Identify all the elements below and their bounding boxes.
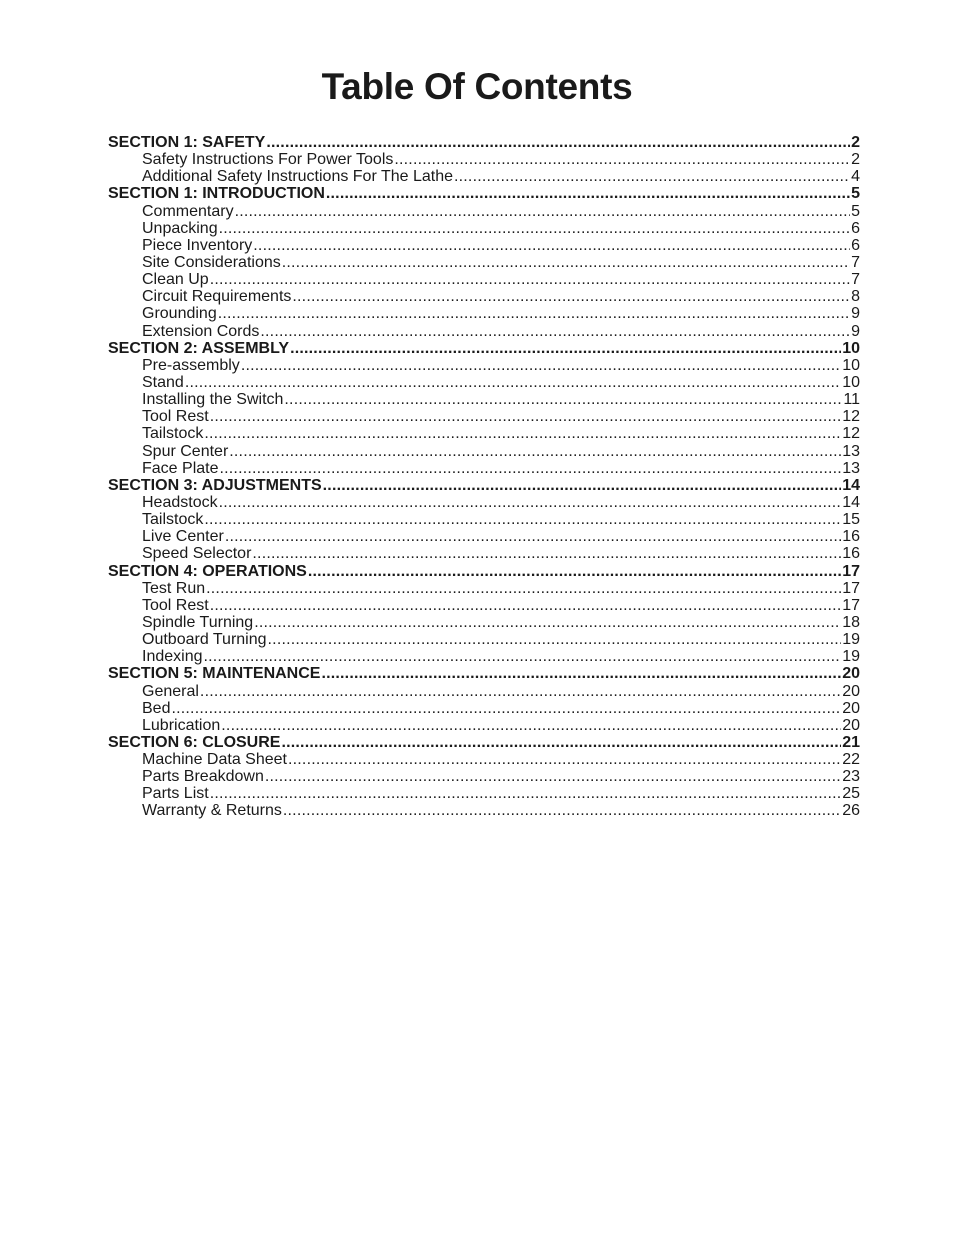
toc-entry-page-number: 12 <box>842 408 860 426</box>
toc-dot-leader <box>235 203 851 220</box>
toc-entry-label: Piece Inventory <box>142 236 253 254</box>
toc-dot-leader <box>200 683 841 700</box>
toc-entry-page-number: 23 <box>842 768 860 786</box>
toc-entry-label: SECTION 1: INTRODUCTION <box>108 185 325 203</box>
toc-subsection-entry[interactable] <box>108 254 860 271</box>
toc-entry-label: SECTION 3: ADJUSTMENTS <box>108 476 322 494</box>
toc-dot-leader <box>219 460 841 477</box>
toc-entry-page-number: 13 <box>842 442 860 460</box>
toc-subsection-entry[interactable] <box>108 597 860 614</box>
toc-entry-label: Safety Instructions For Power Tools <box>142 151 394 169</box>
toc-entry-page-number: 15 <box>842 511 860 529</box>
toc-dot-leader <box>260 323 850 340</box>
toc-entry-label: Installing the Switch <box>142 391 284 409</box>
toc-entry-label: Pre-assembly <box>142 356 240 374</box>
toc-dot-leader <box>185 374 841 391</box>
toc-dot-leader <box>229 443 841 460</box>
toc-section-entry[interactable] <box>108 477 860 494</box>
toc-dot-leader <box>210 785 842 802</box>
toc-entry-label: Speed Selector <box>142 545 252 563</box>
toc-entry-page-number: 20 <box>842 716 860 734</box>
toc-entry-page-number: 10 <box>842 339 860 357</box>
toc-entry-label: Tailstock <box>142 511 204 529</box>
toc-entry-label: General <box>142 682 199 700</box>
toc-entry-page-number: 12 <box>842 425 860 443</box>
toc-entry-page-number: 20 <box>842 665 860 683</box>
toc-dot-leader <box>394 151 850 168</box>
toc-entry-label: Spindle Turning <box>142 613 254 631</box>
toc-subsection-entry[interactable] <box>108 151 860 168</box>
toc-subsection-entry[interactable] <box>108 323 860 340</box>
toc-entry-page-number: 9 <box>851 322 860 340</box>
toc-subsection-entry[interactable] <box>108 203 860 220</box>
toc-subsection-entry[interactable] <box>108 425 860 442</box>
toc-subsection-entry[interactable] <box>108 168 860 185</box>
toc-dot-leader <box>204 425 841 442</box>
toc-dot-leader <box>252 545 841 562</box>
toc-entry-page-number: 9 <box>851 305 860 323</box>
toc-subsection-entry[interactable] <box>108 391 860 408</box>
toc-entry-label: Machine Data Sheet <box>142 751 287 769</box>
toc-entry-page-number: 2 <box>851 151 860 169</box>
toc-dot-leader <box>268 631 842 648</box>
toc-dot-leader <box>171 700 841 717</box>
toc-dot-leader <box>290 340 841 357</box>
toc-entry-label: Extension Cords <box>142 322 260 340</box>
toc-entry-page-number: 13 <box>842 459 860 477</box>
toc-dot-leader <box>219 494 842 511</box>
toc-subsection-entry[interactable] <box>108 494 860 511</box>
toc-section-entry[interactable] <box>108 734 860 751</box>
toc-dot-leader <box>282 254 850 271</box>
toc-subsection-entry[interactable] <box>108 545 860 562</box>
toc-entry-page-number: 5 <box>851 202 860 220</box>
toc-entry-label: Stand <box>142 373 184 391</box>
toc-section-entry[interactable] <box>108 340 860 357</box>
toc-entry-page-number: 14 <box>842 493 860 511</box>
toc-entry-page-number: 26 <box>842 802 860 820</box>
toc-section-entry[interactable] <box>108 134 860 151</box>
toc-entry-label: Tailstock <box>142 425 204 443</box>
toc-subsection-entry[interactable] <box>108 408 860 425</box>
toc-subsection-entry[interactable] <box>108 460 860 477</box>
toc-entry-page-number: 10 <box>842 356 860 374</box>
toc-entry-label: Site Considerations <box>142 253 281 271</box>
toc-entry-page-number: 7 <box>851 271 860 289</box>
toc-dot-leader <box>219 220 850 237</box>
toc-dot-leader <box>221 717 841 734</box>
toc-entry-label: SECTION 5: MAINTENANCE <box>108 665 321 683</box>
toc-dot-leader <box>204 511 841 528</box>
toc-subsection-entry[interactable] <box>108 443 860 460</box>
toc-entry-label: Outboard Turning <box>142 631 267 649</box>
toc-entry-page-number: 8 <box>851 288 860 306</box>
toc-entry-label: Commentary <box>142 202 234 220</box>
toc-dot-leader <box>206 580 841 597</box>
toc-entry-label: SECTION 4: OPERATIONS <box>108 562 307 580</box>
toc-entry-page-number: 16 <box>842 545 860 563</box>
toc-subsection-entry[interactable] <box>108 220 860 237</box>
toc-dot-leader <box>326 185 850 202</box>
toc-entry-label: Face Plate <box>142 459 219 477</box>
toc-section-entry[interactable] <box>108 185 860 202</box>
toc-entry-page-number: 25 <box>842 785 860 803</box>
toc-dot-leader <box>210 271 850 288</box>
toc-entry-label: Grounding <box>142 305 217 323</box>
toc-subsection-entry[interactable] <box>108 237 860 254</box>
toc-entry-label: SECTION 2: ASSEMBLY <box>108 339 290 357</box>
page-title: Table Of Contents <box>321 66 633 107</box>
toc-dot-leader <box>266 134 850 151</box>
toc-dot-leader <box>283 802 841 819</box>
toc-dot-leader <box>254 614 841 631</box>
toc-dot-leader <box>292 288 850 305</box>
toc-subsection-entry[interactable] <box>108 528 860 545</box>
toc-entry-label: Circuit Requirements <box>142 288 292 306</box>
toc-entry-page-number: 14 <box>842 476 860 494</box>
toc-entry-label: Lubrication <box>142 716 221 734</box>
toc-entry-label: Indexing <box>142 648 203 666</box>
toc-subsection-entry[interactable] <box>108 751 860 768</box>
toc-subsection-entry[interactable] <box>108 785 860 802</box>
toc-entry-page-number: 20 <box>842 699 860 717</box>
toc-entry-label: Parts List <box>142 785 209 803</box>
toc-entry-label: Bed <box>142 699 171 717</box>
toc-dot-leader <box>284 391 842 408</box>
toc-entry-page-number: 6 <box>851 219 860 237</box>
toc-subsection-entry[interactable] <box>108 305 860 322</box>
toc-dot-leader <box>323 477 842 494</box>
toc-entry-label: Tool Rest <box>142 408 209 426</box>
toc-entry-label: Headstock <box>142 493 218 511</box>
toc-dot-leader <box>210 408 842 425</box>
toc-dot-leader <box>204 648 842 665</box>
toc-subsection-entry[interactable] <box>108 648 860 665</box>
toc-subsection-entry[interactable] <box>108 717 860 734</box>
toc-entry-page-number: 17 <box>842 562 860 580</box>
toc-dot-leader <box>308 563 841 580</box>
toc-entry-page-number: 20 <box>842 682 860 700</box>
toc-entry-page-number: 17 <box>842 596 860 614</box>
toc-entry-page-number: 22 <box>842 751 860 769</box>
toc-entry-page-number: 17 <box>842 579 860 597</box>
toc-subsection-entry[interactable] <box>108 683 860 700</box>
toc-subsection-entry[interactable] <box>108 631 860 648</box>
toc-dot-leader <box>454 168 850 185</box>
toc-entry-page-number: 19 <box>842 648 860 666</box>
toc-entry-page-number: 16 <box>842 528 860 546</box>
toc-subsection-entry[interactable] <box>108 374 860 391</box>
toc-entry-label: Live Center <box>142 528 224 546</box>
toc-subsection-entry[interactable] <box>108 580 860 597</box>
toc-subsection-entry[interactable] <box>108 357 860 374</box>
toc-entry-page-number: 18 <box>842 613 860 631</box>
toc-entry-page-number: 11 <box>843 391 860 409</box>
toc-subsection-entry[interactable] <box>108 802 860 819</box>
toc-dot-leader <box>321 665 841 682</box>
toc-entry-label: Test Run <box>142 579 206 597</box>
toc-dot-leader <box>288 751 841 768</box>
toc-entry-page-number: 5 <box>851 185 860 203</box>
toc-entry-label: Clean Up <box>142 271 209 289</box>
toc-dot-leader <box>210 597 842 614</box>
toc-entry-page-number: 19 <box>842 631 860 649</box>
toc-entry-label: SECTION 1: SAFETY <box>108 134 266 151</box>
toc-entry-page-number: 2 <box>851 134 860 151</box>
toc-subsection-entry[interactable] <box>108 288 860 305</box>
toc-entry-page-number: 6 <box>851 236 860 254</box>
toc-subsection-entry[interactable] <box>108 614 860 631</box>
toc-dot-leader <box>218 305 850 322</box>
toc-section-entry[interactable] <box>108 665 860 682</box>
toc-entry-label: Spur Center <box>142 442 229 460</box>
toc-entry-page-number: 7 <box>851 253 860 271</box>
toc-dot-leader <box>225 528 841 545</box>
toc-entry-label: Unpacking <box>142 219 218 237</box>
toc-subsection-entry[interactable] <box>108 271 860 288</box>
toc-entry-label: Parts Breakdown <box>142 768 264 786</box>
table-of-contents <box>108 134 860 820</box>
toc-dot-leader <box>253 237 850 254</box>
toc-entry-label: SECTION 6: CLOSURE <box>108 733 281 751</box>
toc-entry-page-number: 10 <box>842 373 860 391</box>
toc-entry-label: Additional Safety Instructions For The Lathe <box>142 168 453 186</box>
toc-subsection-entry[interactable] <box>108 700 860 717</box>
toc-section-entry[interactable] <box>108 563 860 580</box>
toc-entry-label: Tool Rest <box>142 596 209 614</box>
toc-dot-leader <box>281 734 841 751</box>
toc-dot-leader <box>241 357 841 374</box>
toc-entry-page-number: 21 <box>842 733 860 751</box>
toc-dot-leader <box>265 768 841 785</box>
toc-entry-label: Warranty & Returns <box>142 802 282 820</box>
toc-subsection-entry[interactable] <box>108 511 860 528</box>
toc-entry-page-number: 4 <box>851 168 860 186</box>
toc-subsection-entry[interactable] <box>108 768 860 785</box>
